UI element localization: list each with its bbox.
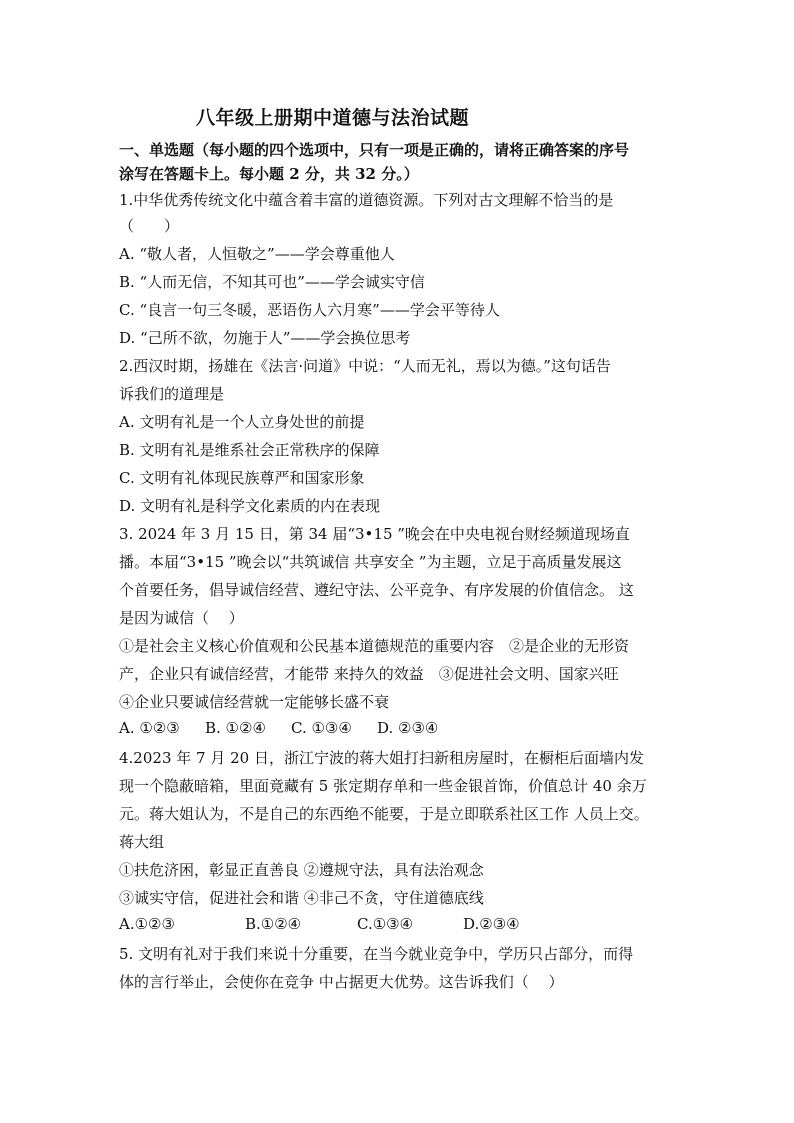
q1-option-b: B. “人而无信，不知其可也”——学会诚实守信	[119, 273, 425, 291]
q5-stem-line-2: 体的言行举止，会使你在竞争 中占据更大优势。这告诉我们（ ）	[119, 973, 564, 991]
q2-option-b: B. 文明有礼是维系社会正常秩序的保障	[119, 441, 380, 459]
q4-stem-line-1: 4.2023 年 7 月 20 日，浙江宁波的蒋大姐打扫新租房屋时，在橱柜后面墙内发	[119, 749, 644, 767]
q1-stem-line-2: （ ）	[119, 217, 180, 235]
q4-choices	[119, 915, 520, 933]
q3-choice-d: D. ②③④	[377, 719, 439, 737]
q2-stem-line-2: 诉我们的道理是	[119, 385, 225, 403]
q2-option-a: A. 文明有礼是一个人立身处世的前提	[119, 413, 365, 431]
q4-choice-a: A.①②③	[119, 915, 175, 933]
q4-stem-line-2: 现一个隐蔽暗箱，里面竟藏有 5 张定期存单和一些金银首饰，价值总计 40 余万	[119, 777, 647, 795]
q4-stem-line-4: 蒋大组	[119, 833, 165, 851]
q3-choice-c: C. ①③④	[291, 719, 352, 737]
q3-choices	[119, 719, 438, 737]
q4-statement-line-1: ①扶危济困，彰显正直善良 ②遵规守法，具有法治观念	[119, 861, 484, 879]
q4-stem-line-3: 元。蒋大姐认为，不是自己的东西绝不能要，于是立即联系社区工作 人员上交。	[119, 805, 649, 823]
section-heading-line-1: 一、单选题（每小题的四个选项中，只有一项是正确的，请将正确答案的序号	[119, 141, 630, 159]
q2-option-c: C. 文明有礼体现民族尊严和国家形象	[119, 469, 365, 487]
q3-statement-line-1: ①是社会主义核心价值观和公民基本道德规范的重要内容 ②是企业的无形资	[119, 637, 630, 655]
q3-statement-line-3: ④企业只要诚信经营就一定能够长盛不衰	[119, 693, 390, 711]
q1-option-c: C. “良言一句三冬暖，恶语伤人六月寒”——学会平等待人	[119, 301, 500, 319]
q1-option-d: D. “己所不欲，勿施于人”——学会换位思考	[119, 329, 411, 347]
q3-stem-line-3: 个首要任务，倡导诚信经营、遵纪守法、公平竞争、有序发展的价值信念。 这	[119, 581, 634, 599]
q3-stem-line-4: 是因为诚信（ ）	[119, 609, 244, 627]
q3-statement-line-2: 产，企业只有诚信经营，才能带 来持久的效益 ③促进社会文明、国家兴旺	[119, 665, 619, 683]
q4-statement-line-2: ③诚实守信，促进社会和谐 ④非己不贪，守住道德底线	[119, 889, 484, 907]
q3-choice-a: A. ①②③	[119, 719, 180, 737]
q2-stem-line-1: 2.西汉时期，扬雄在《法言·问道》中说：“人而无礼，焉以为德。”这句话告	[119, 357, 611, 375]
q3-stem-line-1: 3. 2024 年 3 月 15 日，第 34 届“3•15 ”晚会在中央电视台财经频道现场直	[119, 525, 630, 543]
q1-stem-line-1: 1.中华优秀传统文化中蕴含着丰富的道德资源。下列对古文理解不恰当的是	[119, 191, 614, 209]
q4-choice-b: B.①②④	[245, 915, 302, 933]
q1-option-a: A. “敬人者，人恒敬之”——学会尊重他人	[119, 245, 395, 263]
section-heading-line-2: 涂写在答题卡上。每小题 2 分，共 32 分。）	[119, 165, 419, 183]
page-title: 八年级上册期中道德与法治试题	[196, 107, 470, 129]
q3-stem-line-2: 播。本届“3•15 ”晚会以“共筑诚信 共享安全 ”为主题，立足于高质量发展这	[119, 553, 622, 571]
q4-choice-c: C.①③④	[357, 915, 414, 933]
q4-choice-d: D.②③④	[463, 915, 520, 933]
q5-stem-line-1: 5. 文明有礼对于我们来说十分重要，在当今就业竞争中，学历只占部分，而得	[119, 945, 634, 963]
q2-option-d: D. 文明有礼是科学文化素质的内在表现	[119, 497, 381, 515]
q3-choice-b: B. ①②④	[205, 719, 266, 737]
